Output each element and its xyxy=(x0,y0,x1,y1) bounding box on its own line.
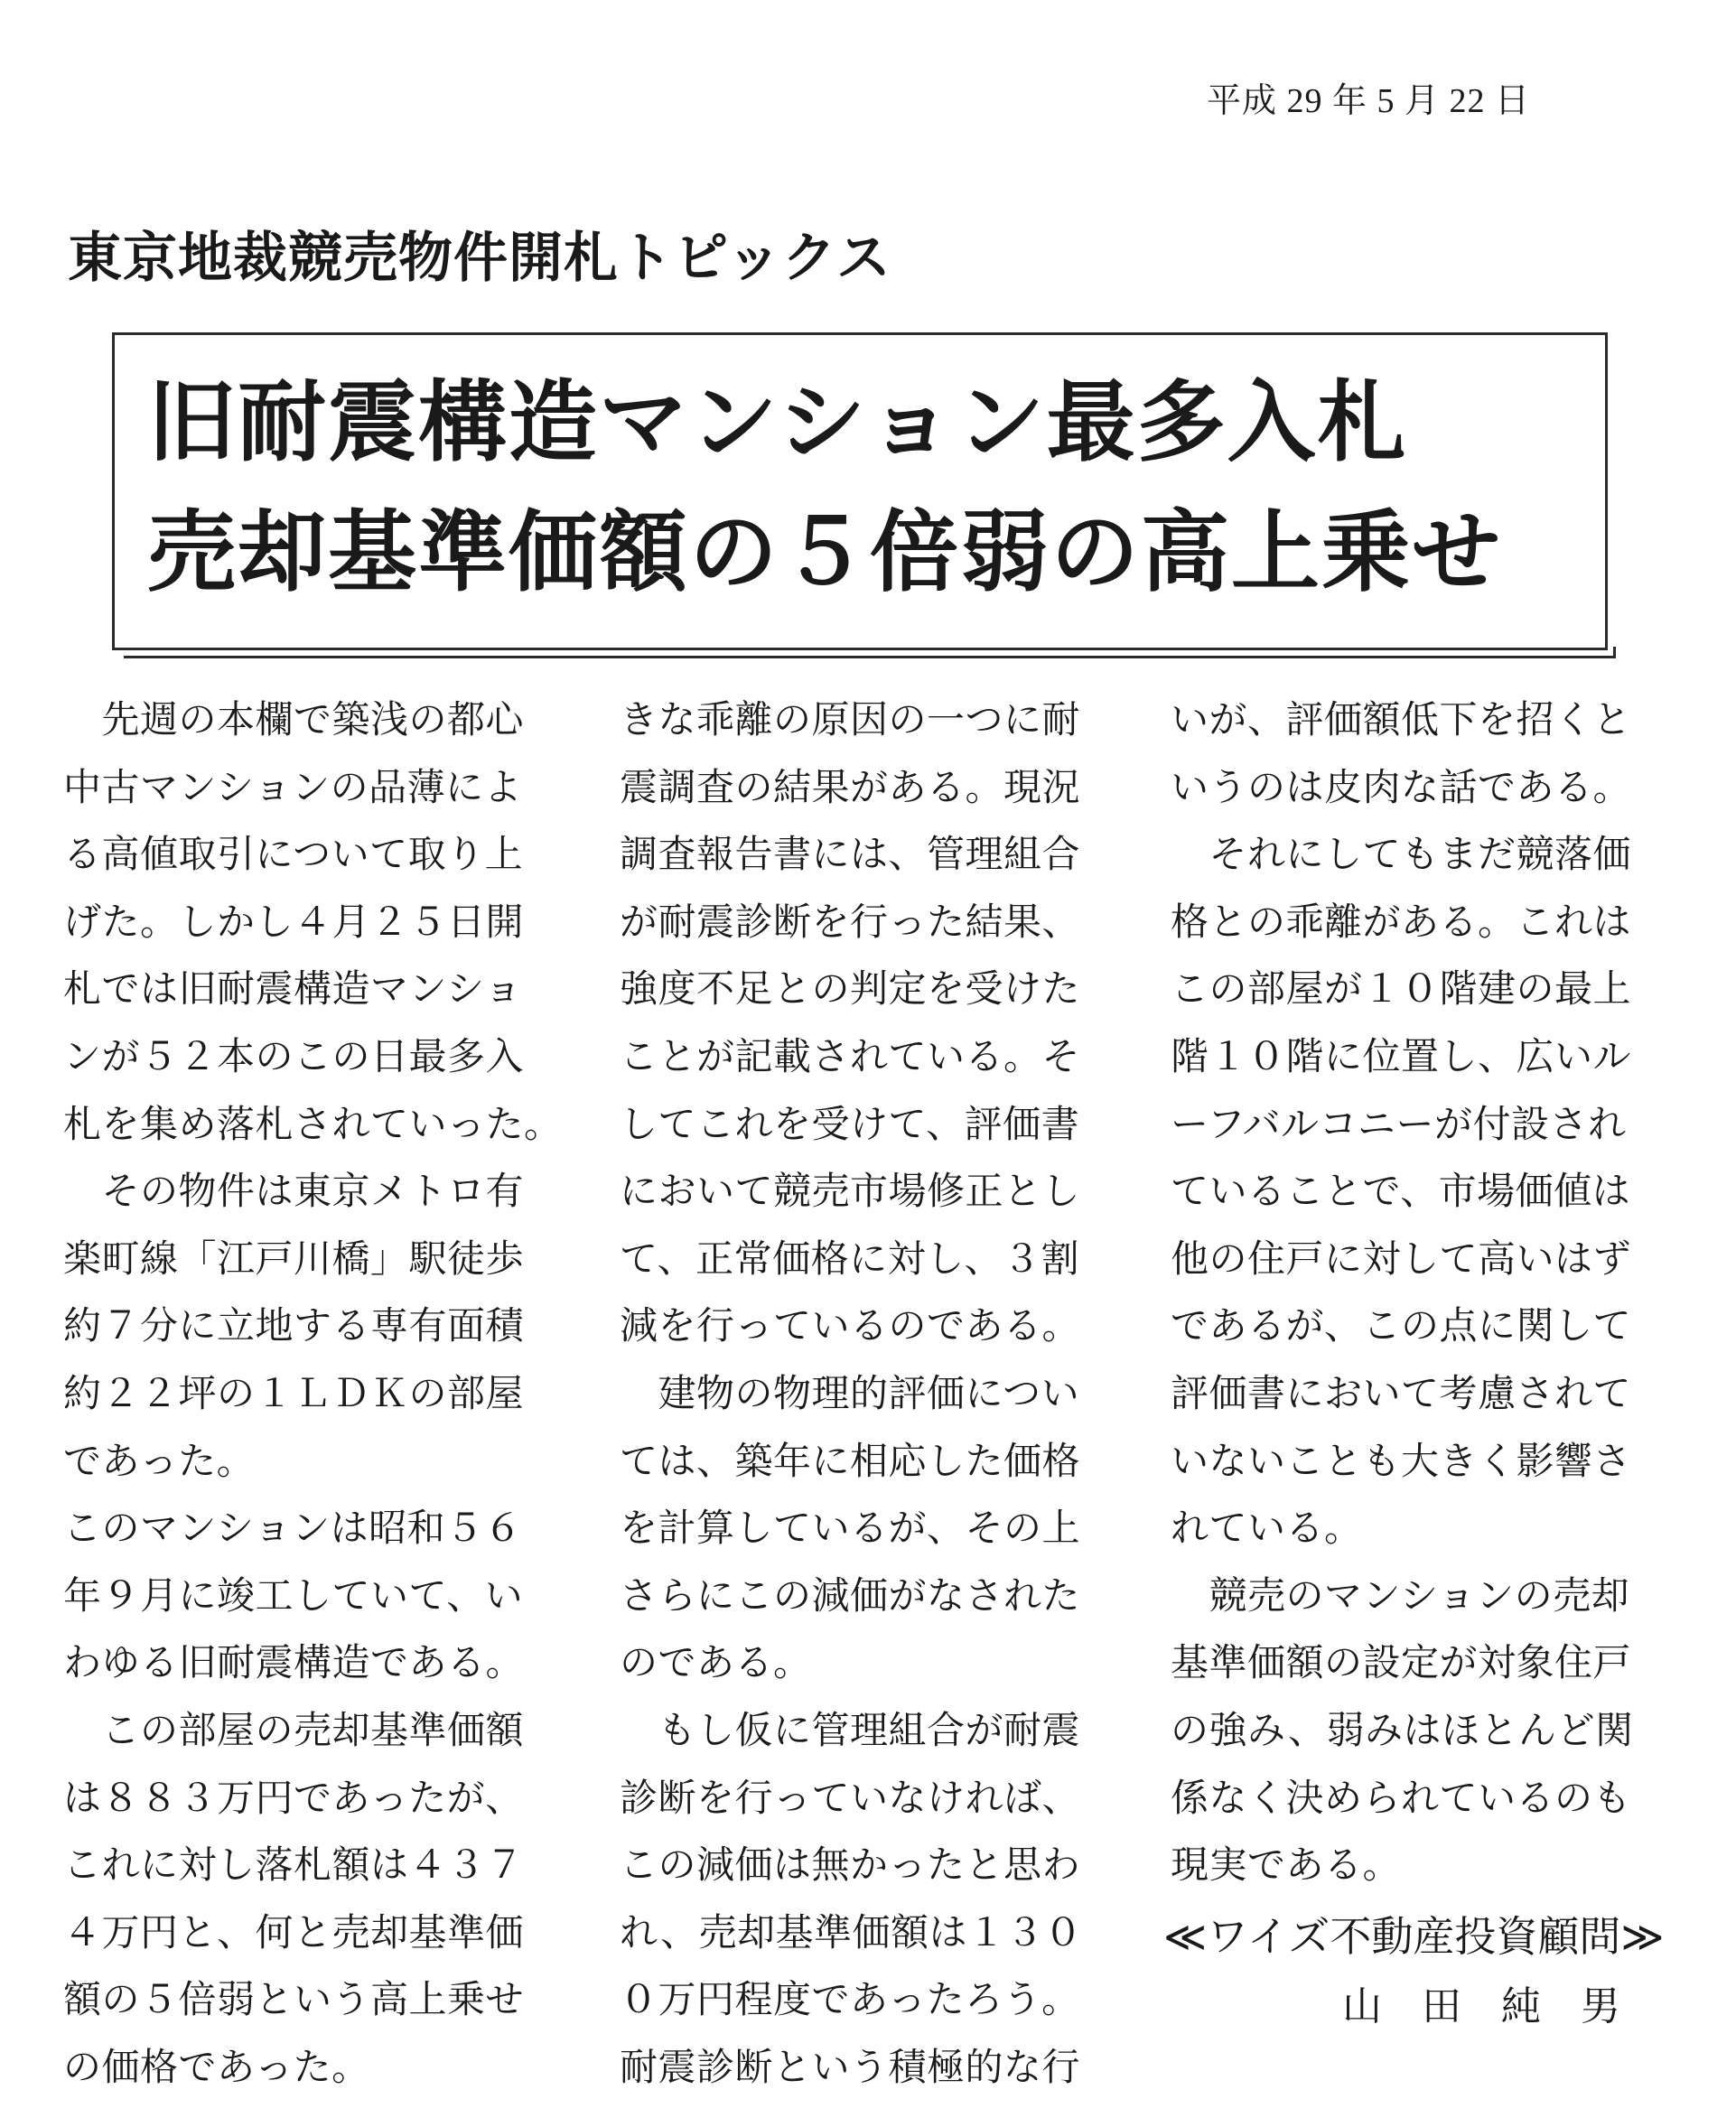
article-text-line: れ、売却基準価額は１３０ xyxy=(620,1909,1083,1954)
article-text-line: ０万円程度であったろう。 xyxy=(620,1977,1080,2022)
article-text-line: であるが、この点に関して xyxy=(1171,1303,1632,1348)
article-text-line: の強み、弱みはほとんど関 xyxy=(1171,1707,1634,1752)
article-text-line: ーフバルコニーが付設され xyxy=(1171,1101,1627,1146)
article-column-2 xyxy=(620,686,1107,2101)
article-text-line: のである。 xyxy=(620,1640,812,1685)
article-text-line: 評価書において考慮されて xyxy=(1171,1370,1632,1415)
article-text-line: きな乖離の原因の一つに耐 xyxy=(620,697,1081,742)
article-text-line: このマンションは昭和５６ xyxy=(63,1506,523,1551)
article-text-line: が耐震診断を行った結果、 xyxy=(620,899,1081,944)
article-text-line: いないことも大きく影響さ xyxy=(1171,1438,1632,1483)
headline-line-1: 旧耐震構造マンション最多入札 xyxy=(147,371,1408,474)
article-text-line: ては、築年に相応した価格 xyxy=(620,1438,1081,1483)
article-text-line: を計算しているが、その上 xyxy=(620,1506,1081,1551)
section-title: 東京地裁競売物件開札トピックス xyxy=(68,227,891,290)
article-text-line: その物件は東京メトロ有 xyxy=(63,1169,525,1214)
article-text-line: 額の５倍弱という高上乗せ xyxy=(63,1977,525,2022)
article-text-line: 減を行っているのである。 xyxy=(620,1303,1081,1348)
article-text-line: 建物の物理的評価につい xyxy=(620,1370,1080,1415)
article-text-line: ていることで、市場価値は xyxy=(1171,1169,1631,1214)
article-text-line: この部屋が１０階建の最上 xyxy=(1171,966,1632,1012)
article-text-line: 楽町線「江戸川橋」駅徒歩 xyxy=(63,1236,525,1281)
article-text-line: れている。 xyxy=(1171,1506,1363,1551)
article-text-line: 先週の本欄で築浅の都心 xyxy=(63,697,525,742)
article-text-line: ンが５２本のこの日最多入 xyxy=(63,1033,525,1078)
article-text-line: いが、評価額低下を招くと xyxy=(1171,697,1632,742)
article-text-line: 調査報告書には、管理組合 xyxy=(620,832,1081,877)
article-text-line: 他の住戸に対して高いはず xyxy=(1171,1236,1632,1281)
article-text-line: 強度不足との判定を受けた xyxy=(620,966,1081,1012)
article-date: 平成 29 年 5 月 22 日 xyxy=(1207,82,1531,120)
article-text-line: 年９月に竣工していて、い xyxy=(63,1572,524,1618)
article-text-line: この減価は無かったと思わ xyxy=(620,1842,1081,1888)
article-text-line: 約７分に立地する専有面積 xyxy=(63,1303,525,1348)
article-text-line: ４万円と、何と売却基準価 xyxy=(63,1909,525,1954)
headline-line-2: 売却基準価額の５倍弱の高上乗せ xyxy=(147,501,1503,604)
article-text-line: 耐震診断という積極的な行 xyxy=(620,2044,1081,2089)
article-text-line: この部屋の売却基準価額 xyxy=(63,1707,525,1752)
article-text-line: 札では旧耐震構造マンショ xyxy=(63,966,523,1012)
article-text-line: 係なく決められているのも xyxy=(1171,1775,1632,1820)
article-text-line: もし仮に管理組合が耐震 xyxy=(620,1707,1081,1752)
article-text-line: 階１０階に位置し、広いル xyxy=(1171,1033,1632,1078)
article-text-line: 震調査の結果がある。現況 xyxy=(620,764,1081,809)
article-text-line: 現実である。 xyxy=(1171,1842,1402,1888)
article-text-line: る高値取引について取り上 xyxy=(63,832,524,877)
byline-author: 山田純男 xyxy=(1342,1983,1660,2029)
article-text-line: 競売のマンションの売却 xyxy=(1171,1572,1630,1618)
article-text-line: 約２２坪の１ＬＤＫの部屋 xyxy=(63,1370,525,1415)
article-text-line: 札を集め落札されていった。 xyxy=(63,1101,563,1146)
article-text-line: いうのは皮肉な話である。 xyxy=(1171,764,1632,809)
article-column-1 xyxy=(63,686,563,2101)
article-text-line: わゆる旧耐震構造である。 xyxy=(63,1640,525,1685)
article-text-line: の価格であった。 xyxy=(63,2044,370,2089)
article-text-line: ことが記載されている。そ xyxy=(620,1033,1081,1078)
article-column-3 xyxy=(1171,686,1658,1899)
article-text-line: さらにこの減価がなされた xyxy=(620,1572,1081,1618)
article-text-line: それにしてもまだ競落価 xyxy=(1171,832,1632,877)
article-text-line: してこれを受けて、評価書 xyxy=(620,1101,1080,1146)
article-text-line: これに対し落札額は４３７ xyxy=(63,1842,525,1888)
article-text-line: 診断を行っていなければ、 xyxy=(620,1775,1081,1820)
headline-box xyxy=(112,332,1608,650)
article-text-line: て、正常価格に対し、３割 xyxy=(620,1236,1080,1281)
article-text-line: 中古マンションの品薄によ xyxy=(63,764,523,809)
byline-organization: ≪ワイズ不動産投資顧問≫ xyxy=(1163,1912,1665,1961)
article-text-line: であった。 xyxy=(63,1438,256,1483)
article-text-line: は８８３万円であったが、 xyxy=(63,1775,524,1820)
article-text-line: 格との乖離がある。これは xyxy=(1171,899,1632,944)
article-text-line: において競売市場修正とし xyxy=(620,1169,1081,1214)
article-text-line: 基準価額の設定が対象住戸 xyxy=(1171,1640,1632,1685)
article-text-line: げた。しかし４月２５日開 xyxy=(63,899,525,944)
